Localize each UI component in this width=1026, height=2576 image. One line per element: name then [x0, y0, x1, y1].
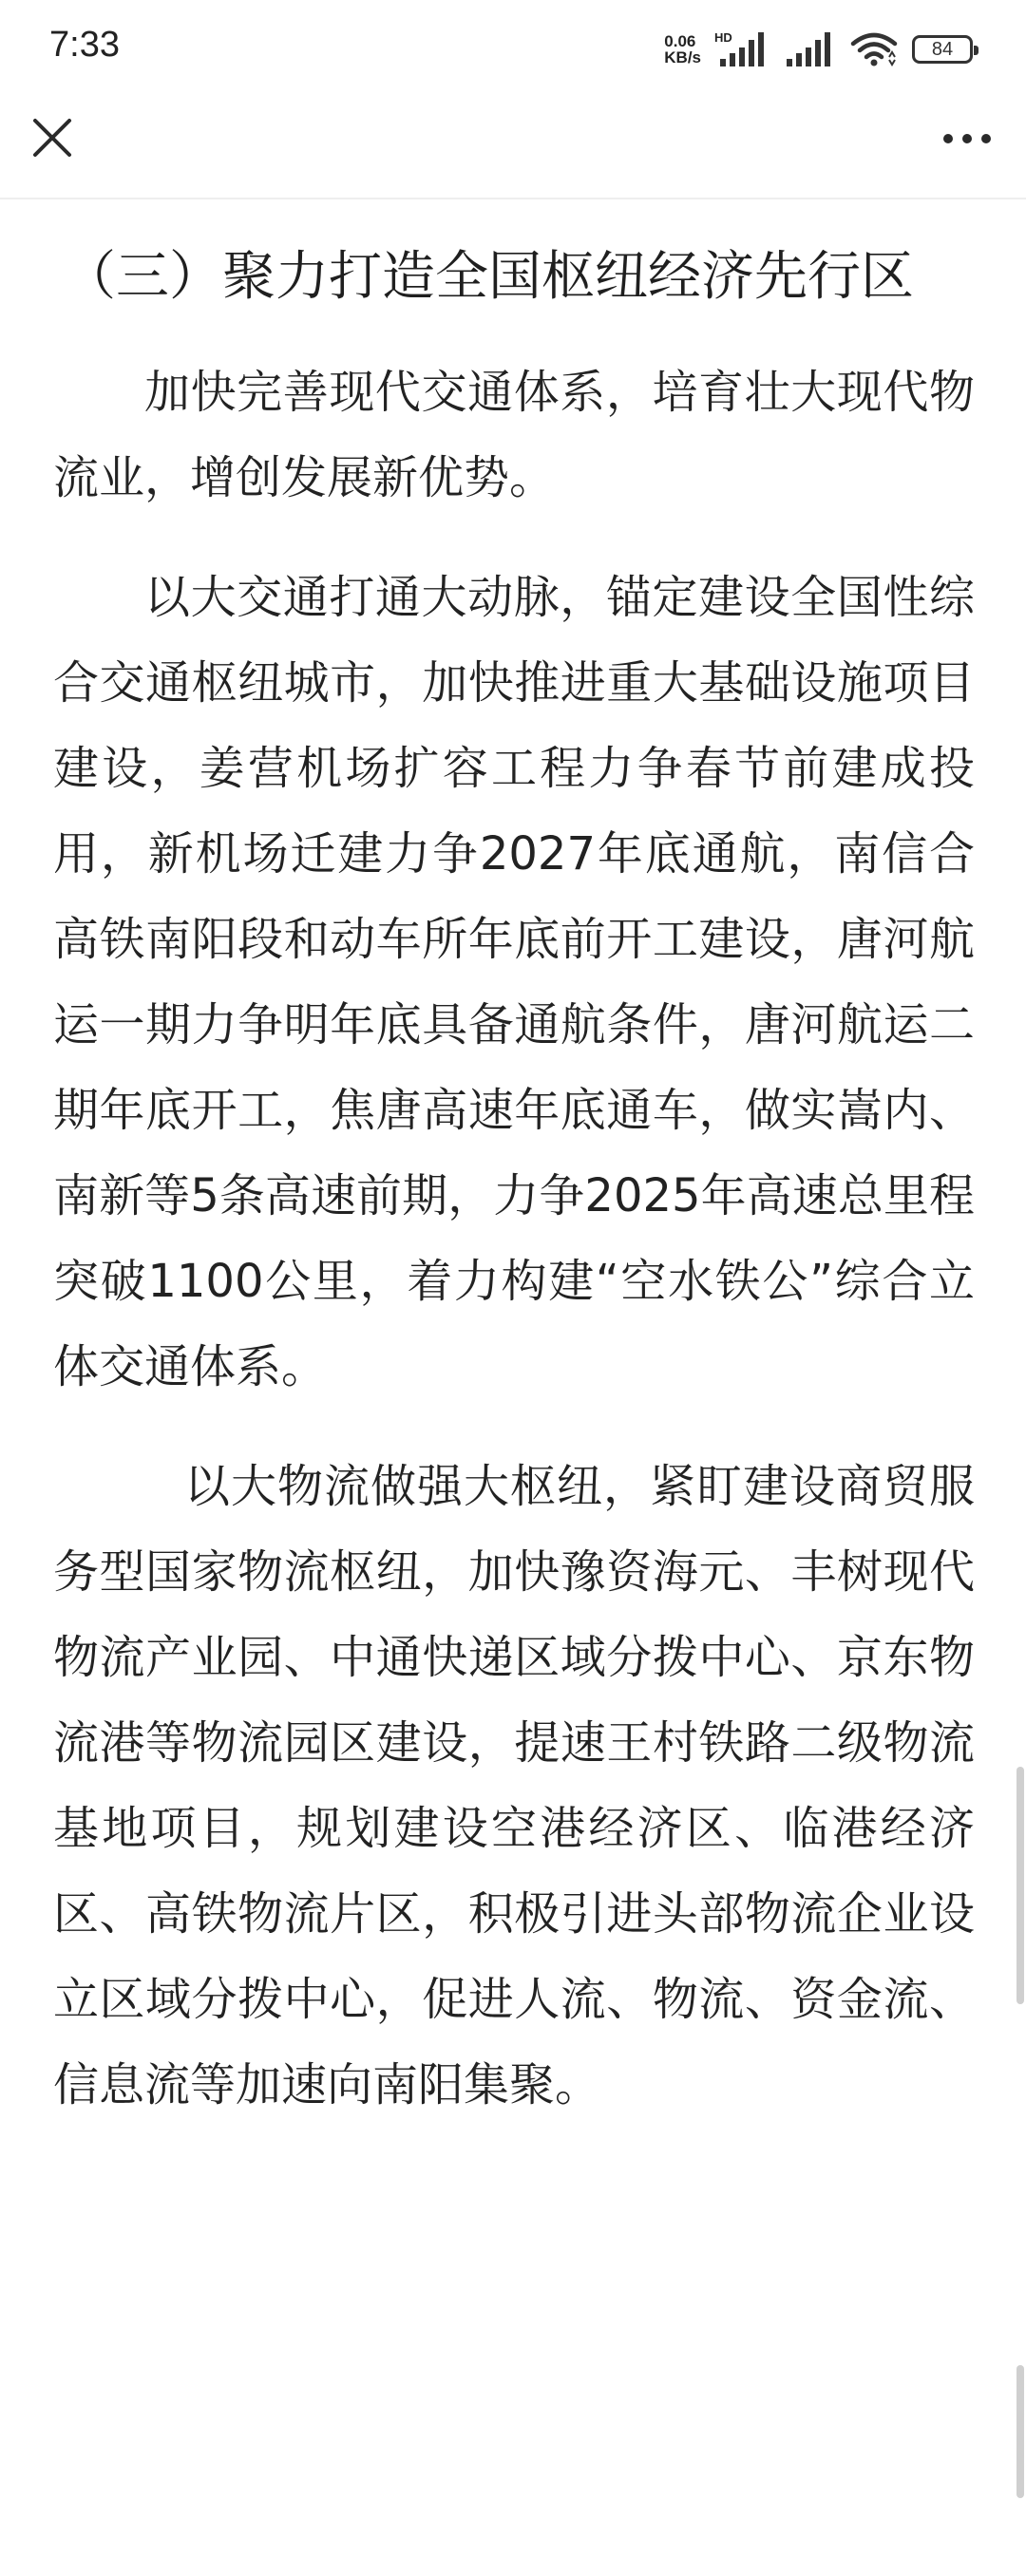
more-icon: [939, 120, 996, 158]
status-time: 7:33: [49, 25, 120, 65]
top-nav-bar: [0, 95, 1026, 199]
hd-signal-icon: [714, 30, 771, 68]
status-bar: [0, 0, 1026, 95]
status-icons: [664, 28, 973, 70]
article-paragraph-3: 以大物流做强大枢纽，紧盯建设商贸服务型国家物流枢纽，加快豫资海元、丰树现代物流产业园、中通快递区域分拨中心、京东物流港等物流园区建设，提速王村铁路二级物流基地项目，规划建设空港经济区、临港经济区、高铁物流片区，积极引进头部物流企业设立区域分拨中心，促进人流、物流、资金流、信息流等加速向南阳集聚。: [53, 1460, 975, 2112]
scrollbar-thumb[interactable]: [1016, 1767, 1024, 2004]
wifi-icon: [849, 30, 899, 68]
scrollbar-track-marker: [1016, 2365, 1024, 2498]
section-heading: （三）聚力打造全国枢纽经济先行区: [63, 246, 914, 308]
article-body: [53, 239, 975, 2128]
close-button[interactable]: [28, 114, 76, 161]
battery-level: 84: [931, 38, 954, 60]
hd-label: HD: [714, 30, 732, 45]
network-speed-unit: KB/s: [664, 48, 701, 66]
article-paragraph-1: 加快完善现代交通体系，培育壮大现代物流业，增创发展新优势。: [53, 366, 975, 504]
article-paragraph-2: 以大交通打通大动脉，锚定建设全国性综合交通枢纽城市，加快推进重大基础设施项目建设，姜营机场扩容工程力争春节前建成投用，新机场迁建力争2027年底通航，南信合高铁南阳段和动车所年底前开工建设，唐河航运一期力争明年底具备通航条件，唐河航运二期年底开工，焦唐高速年底通车，做实嵩内、南新等5条高速前期，力争2025年高速总里程突破1100公里，着力构建“空水铁公”综合立体交通体系。: [53, 571, 975, 1393]
network-speed: [664, 33, 701, 66]
close-icon: [28, 114, 76, 161]
network-speed-value: 0.06: [664, 32, 696, 50]
cell-signal-icon: [785, 30, 836, 68]
battery-icon: [912, 35, 973, 64]
more-options-button[interactable]: [939, 120, 996, 158]
